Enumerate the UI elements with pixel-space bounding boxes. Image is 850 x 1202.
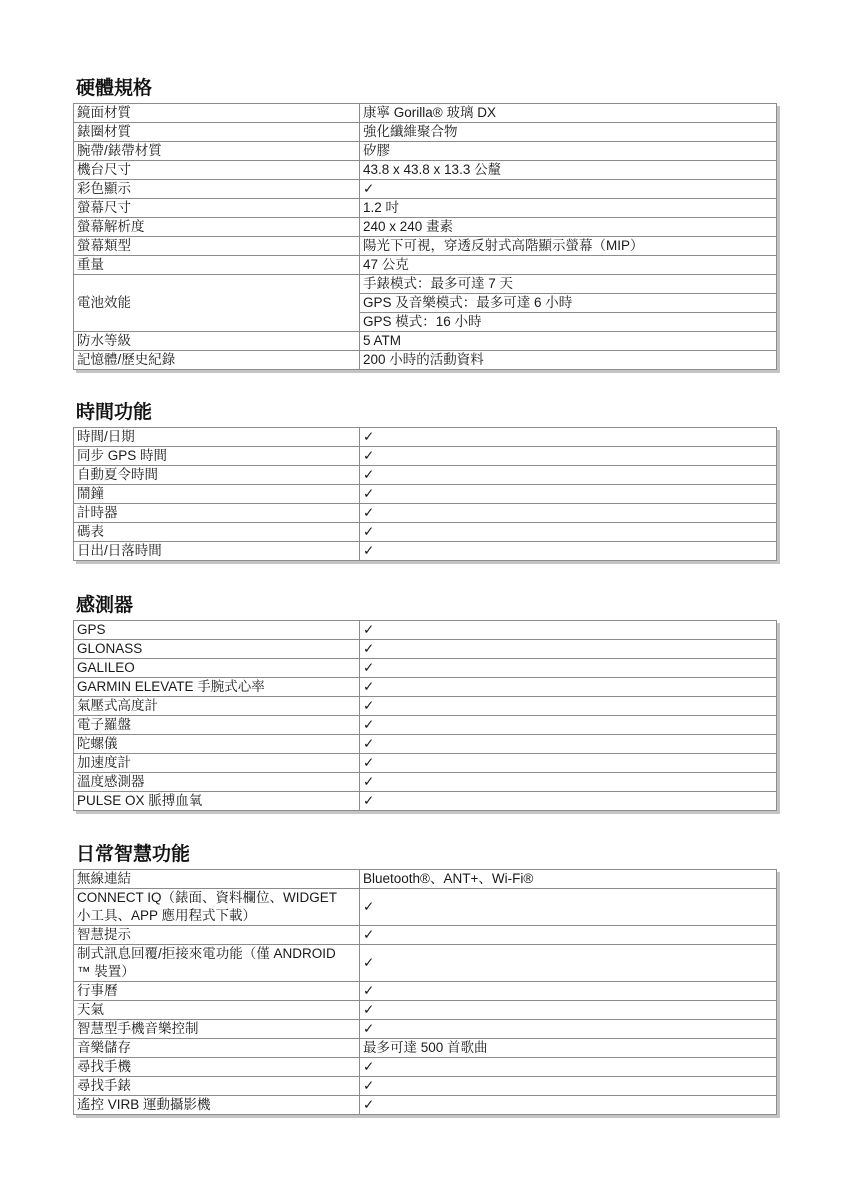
table-row	[74, 275, 777, 294]
spec-value: 47 公克	[360, 256, 777, 275]
spec-label: 智慧提示	[74, 926, 360, 945]
spec-label: 自動夏令時間	[74, 466, 360, 485]
spec-label: 重量	[74, 256, 360, 275]
spec-label: GPS	[74, 621, 360, 640]
table-row	[74, 180, 777, 199]
spec-label: PULSE OX 脈搏血氧	[74, 792, 360, 811]
spec-label: 螢幕尺寸	[74, 199, 360, 218]
check-mark-icon: ✓	[360, 889, 777, 926]
spec-label: 加速度計	[74, 754, 360, 773]
table-row	[74, 792, 777, 811]
spec-value: 240 x 240 畫素	[360, 218, 777, 237]
smart-features-table	[73, 869, 777, 1115]
table-row	[74, 621, 777, 640]
check-mark-icon: ✓	[360, 792, 777, 811]
spec-label: 計時器	[74, 504, 360, 523]
spec-value: GPS 及音樂模式：最多可達 6 小時	[360, 294, 777, 313]
spec-value: 手錶模式：最多可達 7 天	[360, 275, 777, 294]
spec-label: 螢幕類型	[74, 237, 360, 256]
section-title-sensors: 感測器	[76, 595, 134, 616]
check-mark-icon: ✓	[360, 945, 777, 982]
table-row	[74, 735, 777, 754]
spec-label: 日出/日落時間	[74, 542, 360, 561]
table-row	[74, 889, 777, 926]
check-mark-icon: ✓	[360, 754, 777, 773]
spec-label: 記憶體/歷史紀錄	[74, 351, 360, 370]
spec-label: GALILEO	[74, 659, 360, 678]
spec-label: 遙控 VIRB 運動攝影機	[74, 1096, 360, 1115]
check-mark-icon: ✓	[360, 1001, 777, 1020]
table-row	[74, 256, 777, 275]
spec-label: GLONASS	[74, 640, 360, 659]
table-row	[74, 1096, 777, 1115]
check-mark-icon: ✓	[360, 1058, 777, 1077]
table-row	[74, 485, 777, 504]
spec-value: 1.2 吋	[360, 199, 777, 218]
table-row	[74, 447, 777, 466]
spec-label-line: 制式訊息回覆/拒接來電功能（僅 ANDROID	[77, 946, 336, 961]
table-row	[74, 237, 777, 256]
table-row	[74, 716, 777, 735]
spec-label-line: ™ 裝置）	[77, 964, 135, 979]
check-mark-icon: ✓	[360, 428, 777, 447]
spec-label: 天氣	[74, 1001, 360, 1020]
spec-value: 5 ATM	[360, 332, 777, 351]
table-row	[74, 142, 777, 161]
check-mark-icon: ✓	[360, 659, 777, 678]
table-row	[74, 640, 777, 659]
spec-label	[74, 945, 360, 982]
hardware-spec-table	[73, 103, 777, 370]
spec-label: 尋找手機	[74, 1058, 360, 1077]
spec-label: 電子羅盤	[74, 716, 360, 735]
spec-value: 陽光下可視，穿透反射式高階顯示螢幕（MIP）	[360, 237, 777, 256]
spec-label	[74, 889, 360, 926]
table-row	[74, 754, 777, 773]
spec-label: 陀螺儀	[74, 735, 360, 754]
spec-label: 尋找手錶	[74, 1077, 360, 1096]
table-row	[74, 351, 777, 370]
table-row	[74, 123, 777, 142]
table-row	[74, 332, 777, 351]
time-features-table	[73, 427, 777, 561]
spec-value: 200 小時的活動資料	[360, 351, 777, 370]
check-mark-icon: ✓	[360, 1077, 777, 1096]
check-mark-icon: ✓	[360, 773, 777, 792]
spec-label: 腕帶/錶帶材質	[74, 142, 360, 161]
table-row	[74, 104, 777, 123]
spec-label: 彩色顯示	[74, 180, 360, 199]
check-mark-icon: ✓	[360, 926, 777, 945]
check-mark-icon: ✓	[360, 697, 777, 716]
table-row	[74, 218, 777, 237]
check-mark-icon: ✓	[360, 621, 777, 640]
spec-label: 電池效能	[74, 275, 360, 332]
spec-label: 鬧鐘	[74, 485, 360, 504]
table-row	[74, 1077, 777, 1096]
spec-value: 強化纖維聚合物	[360, 123, 777, 142]
spec-value: 康寧 Gorilla® 玻璃 DX	[360, 104, 777, 123]
table-row	[74, 1058, 777, 1077]
check-mark-icon: ✓	[360, 640, 777, 659]
section-title-smart: 日常智慧功能	[76, 844, 191, 865]
table-row	[74, 870, 777, 889]
spec-label: 同步 GPS 時間	[74, 447, 360, 466]
table-row	[74, 982, 777, 1001]
table-row	[74, 542, 777, 561]
table-row	[74, 1001, 777, 1020]
table-row	[74, 199, 777, 218]
check-mark-icon: ✓	[360, 466, 777, 485]
spec-label: 機台尺寸	[74, 161, 360, 180]
table-row	[74, 659, 777, 678]
section-title-time: 時間功能	[76, 402, 153, 423]
spec-value: GPS 模式：16 小時	[360, 313, 777, 332]
check-mark-icon: ✓	[360, 485, 777, 504]
check-mark-icon: ✓	[360, 447, 777, 466]
table-row	[74, 926, 777, 945]
spec-label: 行事曆	[74, 982, 360, 1001]
sensors-table	[73, 620, 777, 811]
spec-value: 43.8 x 43.8 x 13.3 公釐	[360, 161, 777, 180]
table-row	[74, 523, 777, 542]
spec-value: 矽膠	[360, 142, 777, 161]
table-row	[74, 466, 777, 485]
spec-label: GARMIN ELEVATE 手腕式心率	[74, 678, 360, 697]
spec-label: 時間/日期	[74, 428, 360, 447]
check-mark-icon: ✓	[360, 180, 777, 199]
check-mark-icon: ✓	[360, 1096, 777, 1115]
spec-label: 智慧型手機音樂控制	[74, 1020, 360, 1039]
check-mark-icon: ✓	[360, 716, 777, 735]
table-row	[74, 428, 777, 447]
spec-label: 無線連結	[74, 870, 360, 889]
spec-label: 螢幕解析度	[74, 218, 360, 237]
spec-label: 碼表	[74, 523, 360, 542]
spec-label: 鏡面材質	[74, 104, 360, 123]
spec-value: 最多可達 500 首歌曲	[360, 1039, 777, 1058]
table-row	[74, 1020, 777, 1039]
check-mark-icon: ✓	[360, 1020, 777, 1039]
spec-label: 音樂儲存	[74, 1039, 360, 1058]
spec-label: 溫度感測器	[74, 773, 360, 792]
table-row	[74, 945, 777, 982]
check-mark-icon: ✓	[360, 982, 777, 1001]
section-title-hardware: 硬體規格	[76, 78, 153, 99]
spec-label: 氣壓式高度計	[74, 697, 360, 716]
table-row	[74, 773, 777, 792]
spec-value: Bluetooth®、ANT+、Wi-Fi®	[360, 870, 777, 889]
spec-label-line: CONNECT IQ（錶面、資料欄位、WIDGET	[77, 890, 337, 905]
table-row	[74, 697, 777, 716]
check-mark-icon: ✓	[360, 542, 777, 561]
spec-label-line: 小工具、APP 應用程式下載）	[77, 908, 257, 923]
table-row	[74, 504, 777, 523]
table-row	[74, 678, 777, 697]
spec-label: 錶圈材質	[74, 123, 360, 142]
check-mark-icon: ✓	[360, 678, 777, 697]
check-mark-icon: ✓	[360, 504, 777, 523]
spec-label: 防水等級	[74, 332, 360, 351]
table-row	[74, 1039, 777, 1058]
table-row	[74, 161, 777, 180]
check-mark-icon: ✓	[360, 735, 777, 754]
check-mark-icon: ✓	[360, 523, 777, 542]
